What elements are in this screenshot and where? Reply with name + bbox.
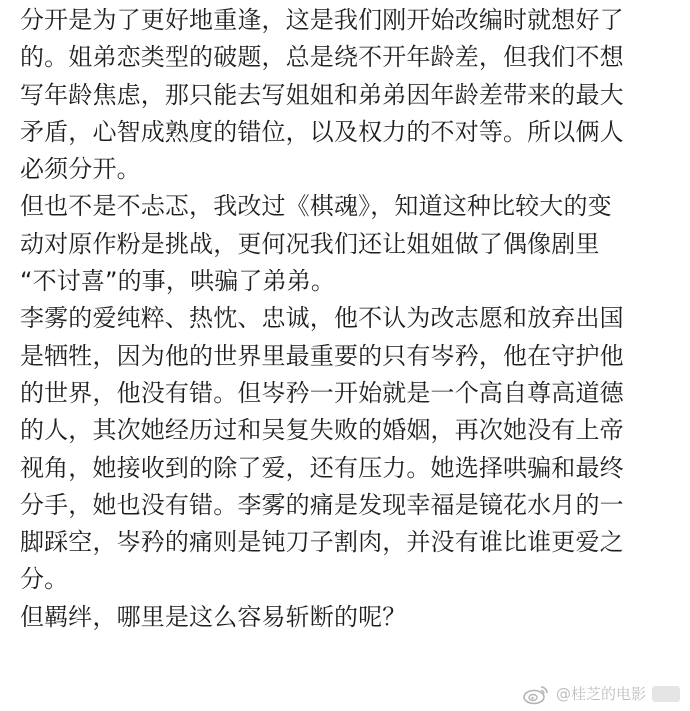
text-line: 但羁绊，哪里是这么容易斩断的呢？: [20, 602, 407, 631]
weibo-logo-icon: [522, 683, 550, 705]
watermark-mask: [652, 686, 680, 702]
text-line: 但也不是不忐忑，我改过《棋魂》，知道这种比较大的变: [20, 192, 612, 221]
text-line: 的世界，他没有错。但岑矜一开始就是一个高自尊高道德: [20, 378, 624, 407]
paragraph-1: [20, 2, 672, 188]
text-line: 的。姐弟恋类型的破题，总是绕不开年龄差，但我们不想: [20, 43, 624, 72]
paragraph-3: [20, 300, 672, 598]
text-line: 的人，其次她经历过和吴复失败的婚姻，再次她没有上帝: [20, 416, 624, 445]
text-line: 动对原作粉是挑战，更何况我们还让姐姐做了偶像剧里: [20, 229, 600, 258]
watermark-text: @桂芝的电影: [555, 685, 646, 703]
text-line: “不讨喜”的事，哄骗了弟弟。: [20, 267, 335, 296]
text-line: 写年龄焦虑，那只能去写姐姐和弟弟因年龄差带来的最大: [20, 80, 624, 109]
text-line: 脚踩空，岑矜的痛则是钝刀子割肉，并没有谁比谁更爱之: [20, 528, 624, 557]
text-line: 分。: [20, 565, 69, 594]
text-line: 矛盾，心智成熟度的错位，以及权力的不对等。所以俩人: [20, 117, 624, 146]
paragraph-4: [20, 599, 672, 636]
text-line: 李雾的爱纯粹、热忱、忠诚，他不认为改志愿和放弃出国: [20, 304, 624, 333]
paragraph-2: [20, 188, 672, 300]
watermark: [522, 683, 680, 705]
text-line: 是牺牲，因为他的世界里最重要的只有岑矜，他在守护他: [20, 341, 624, 370]
text-line: 分开是为了更好地重逢，这是我们刚开始改编时就想好了: [20, 6, 624, 34]
text-line: 分手，她也没有错。李雾的痛是发现幸福是镜花水月的一: [20, 490, 624, 519]
text-line: 视角，她接收到的除了爱，还有压力。她选择哄骗和最终: [20, 453, 624, 482]
text-line: 必须分开。: [20, 155, 141, 184]
